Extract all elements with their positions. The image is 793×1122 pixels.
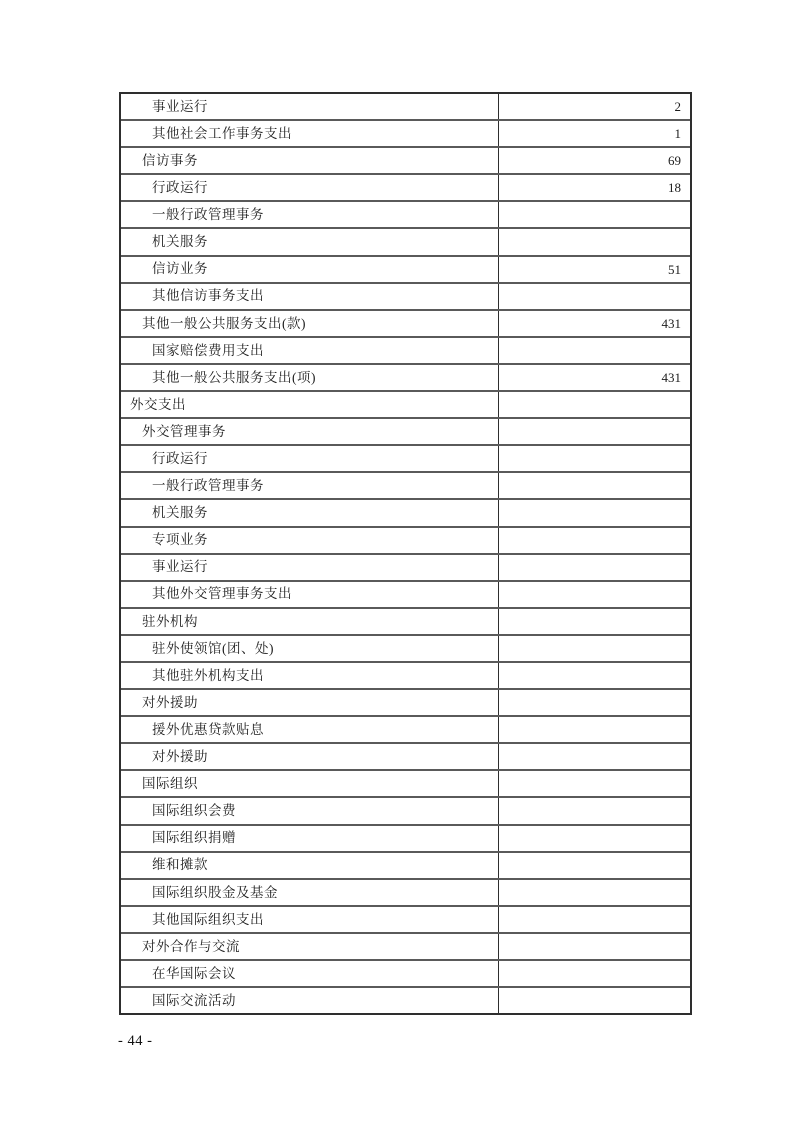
row-item-label: 国际组织股金及基金 [121,880,499,905]
table-row [121,175,690,202]
table-row [121,338,690,365]
row-amount-value [499,582,690,607]
table-row [121,419,690,446]
row-item-label: 行政运行 [121,175,499,200]
row-item-label: 对外援助 [121,744,499,769]
row-amount-value [499,419,690,444]
table-row [121,880,690,907]
row-item-label: 其他社会工作事务支出 [121,121,499,146]
row-item-label: 其他驻外机构支出 [121,663,499,688]
budget-table [119,92,692,1015]
row-amount-value [499,853,690,878]
table-row [121,311,690,338]
row-item-label: 国际组织捐赠 [121,826,499,851]
row-amount-value [499,798,690,823]
table-row [121,121,690,148]
row-item-label: 其他一般公共服务支出(款) [121,311,499,336]
table-row [121,528,690,555]
table-row [121,934,690,961]
table-row [121,663,690,690]
row-amount-value [499,934,690,959]
row-amount-value: 2 [674,99,681,115]
row-item-label: 驻外使领馆(团、处) [121,636,499,661]
row-item-label: 信访事务 [121,148,499,173]
row-item-label: 事业运行 [121,555,499,580]
table-row [121,609,690,636]
table-row [121,771,690,798]
row-amount-value [499,500,690,525]
row-amount-value [499,961,690,986]
row-amount-value: 431 [661,369,681,385]
table-row [121,582,690,609]
row-item-label: 外交管理事务 [121,419,499,444]
row-item-label: 援外优惠贷款贴息 [121,717,499,742]
row-amount-value [499,609,690,634]
table-row [121,636,690,663]
row-item-label: 对外合作与交流 [121,934,499,959]
row-amount-value [499,202,690,227]
table-row [121,473,690,500]
table-row [121,94,690,121]
table-row [121,202,690,229]
row-amount-value [499,826,690,851]
row-amount-value: 69 [668,153,681,169]
table-row [121,690,690,717]
row-amount-value: 18 [668,180,681,196]
row-amount-value [499,771,690,796]
row-item-label: 一般行政管理事务 [121,202,499,227]
row-item-label: 其他一般公共服务支出(项) [121,365,499,390]
row-amount-value [499,744,690,769]
table-row [121,717,690,744]
row-item-label: 外交支出 [121,392,499,417]
table-row [121,500,690,527]
row-item-label: 国际交流活动 [121,988,499,1013]
row-amount-value [499,988,690,1013]
row-amount-value: 1 [674,126,681,142]
table-row [121,798,690,825]
row-amount-value [499,907,690,932]
row-item-label: 在华国际会议 [121,961,499,986]
table-row [121,961,690,988]
table-row [121,284,690,311]
page-number: - 44 - [118,1033,153,1049]
table-row [121,257,690,284]
row-amount-value [499,338,690,363]
row-amount-value [499,473,690,498]
row-amount-value [499,446,690,471]
table-row [121,392,690,419]
row-item-label: 维和摊款 [121,853,499,878]
row-item-label: 对外援助 [121,690,499,715]
row-amount-value [499,717,690,742]
table-row [121,446,690,473]
row-amount-value [499,663,690,688]
row-item-label: 国际组织会费 [121,798,499,823]
row-amount-value [499,284,690,309]
table-row [121,826,690,853]
row-item-label: 其他国际组织支出 [121,907,499,932]
row-item-label: 国家赔偿费用支出 [121,338,499,363]
row-amount-value [499,555,690,580]
row-item-label: 其他信访事务支出 [121,284,499,309]
row-item-label: 驻外机构 [121,609,499,634]
table-row [121,988,690,1013]
row-amount-value [499,880,690,905]
table-row [121,229,690,256]
row-item-label: 国际组织 [121,771,499,796]
row-item-label: 机关服务 [121,229,499,254]
table-row [121,744,690,771]
table-row [121,907,690,934]
row-amount-value [499,392,690,417]
row-item-label: 专项业务 [121,528,499,553]
row-amount-value [499,636,690,661]
row-amount-value: 431 [661,315,681,331]
row-amount-value [499,229,690,254]
row-item-label: 信访业务 [121,257,499,282]
row-item-label: 一般行政管理事务 [121,473,499,498]
row-item-label: 其他外交管理事务支出 [121,582,499,607]
table-row [121,555,690,582]
row-amount-value [499,528,690,553]
row-amount-value: 51 [668,261,681,277]
row-item-label: 机关服务 [121,500,499,525]
table-row [121,853,690,880]
row-amount-value [499,690,690,715]
table-row [121,365,690,392]
row-item-label: 事业运行 [121,94,499,119]
table-row [121,148,690,175]
row-item-label: 行政运行 [121,446,499,471]
